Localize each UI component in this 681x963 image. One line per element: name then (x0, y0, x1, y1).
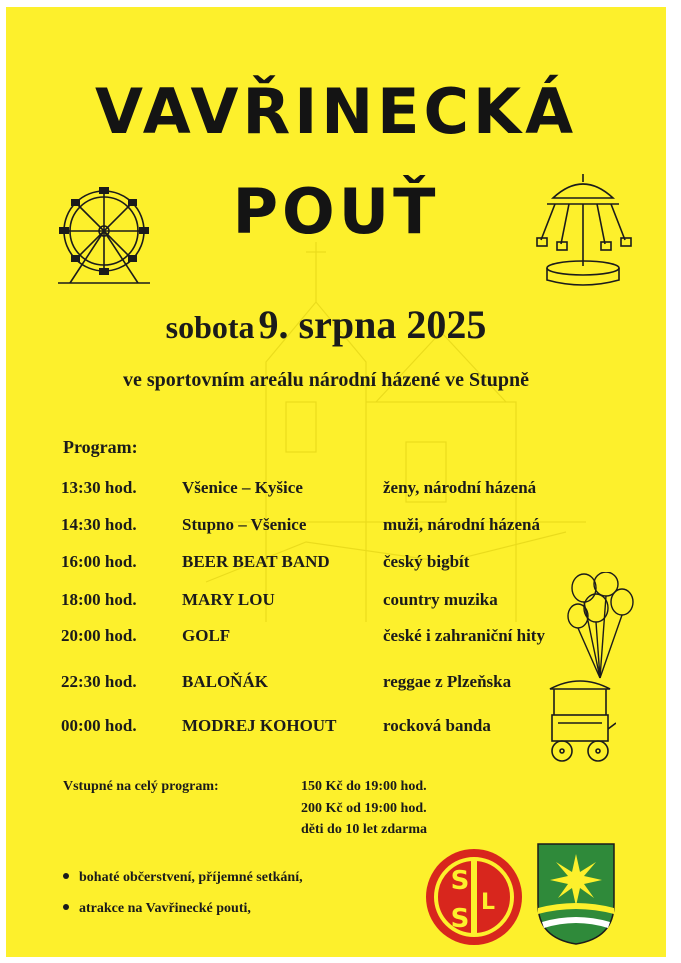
ferris-wheel-icon (48, 185, 160, 285)
entry-label: Vstupné na celý program: (63, 779, 219, 794)
program-time: 16:00 hod. (61, 552, 137, 571)
title-line-1: VAVŘINECKÁ (94, 75, 578, 148)
bullet-item (63, 901, 251, 917)
carousel-icon (533, 170, 633, 288)
program-act: MARY LOU (182, 590, 275, 609)
date-day: sobota (165, 309, 255, 345)
entry-price: děti do 10 let zdarma (301, 822, 427, 837)
bullet-dot (63, 873, 69, 879)
program-time: 20:00 hod. (61, 626, 137, 645)
logo-letter: L (480, 890, 496, 915)
program-genre: muži, národní házená (383, 515, 540, 534)
bullet-item (63, 870, 303, 886)
program-time: 13:30 hod. (61, 478, 137, 497)
program-time: 18:00 hod. (61, 590, 137, 609)
event-date (6, 301, 646, 348)
date-value: 9. srpna 2025 (258, 302, 487, 347)
program-genre: český bigbít (383, 552, 470, 571)
program-act: BALOŇÁK (182, 672, 268, 691)
poster (6, 7, 666, 957)
program-act: BEER BEAT BAND (182, 552, 330, 571)
cart-icon (544, 675, 616, 765)
bullet-dot (63, 904, 69, 910)
program-act: GOLF (182, 626, 231, 645)
bullet-text: atrakce na Vavřinecké pouti, (79, 901, 251, 916)
bullet-text: bohaté občerstvení, příjemné setkání, (79, 870, 303, 885)
program-genre: české i zahraniční hity (383, 626, 545, 645)
program-heading: Program: (63, 437, 138, 457)
program-time: 00:00 hod. (61, 716, 137, 735)
program-genre: ženy, národní házená (383, 478, 537, 497)
balloons-icon (566, 572, 638, 682)
logo-letter: S (450, 866, 470, 896)
program-time: 14:30 hod. (61, 515, 137, 534)
entry-price: 200 Kč od 19:00 hod. (301, 801, 427, 816)
sls-club-logo (424, 847, 524, 947)
program-genre: rocková banda (383, 716, 491, 735)
program-act: MODREJ KOHOUT (182, 716, 337, 735)
logo-letter: S (450, 904, 470, 934)
title-line-2: POUŤ (232, 175, 440, 248)
program-act: Všenice – Kyšice (182, 478, 303, 497)
program-act: Stupno – Všenice (182, 515, 307, 534)
program-time: 22:30 hod. (61, 672, 137, 691)
municipal-coat-of-arms (536, 842, 616, 946)
entry-price: 150 Kč do 19:00 hod. (301, 779, 427, 794)
program-genre: reggae z Plzeňska (383, 672, 512, 691)
venue: ve sportovním areálu národní házené ve Stupně (123, 369, 529, 391)
program-genre: country muzika (383, 590, 498, 609)
